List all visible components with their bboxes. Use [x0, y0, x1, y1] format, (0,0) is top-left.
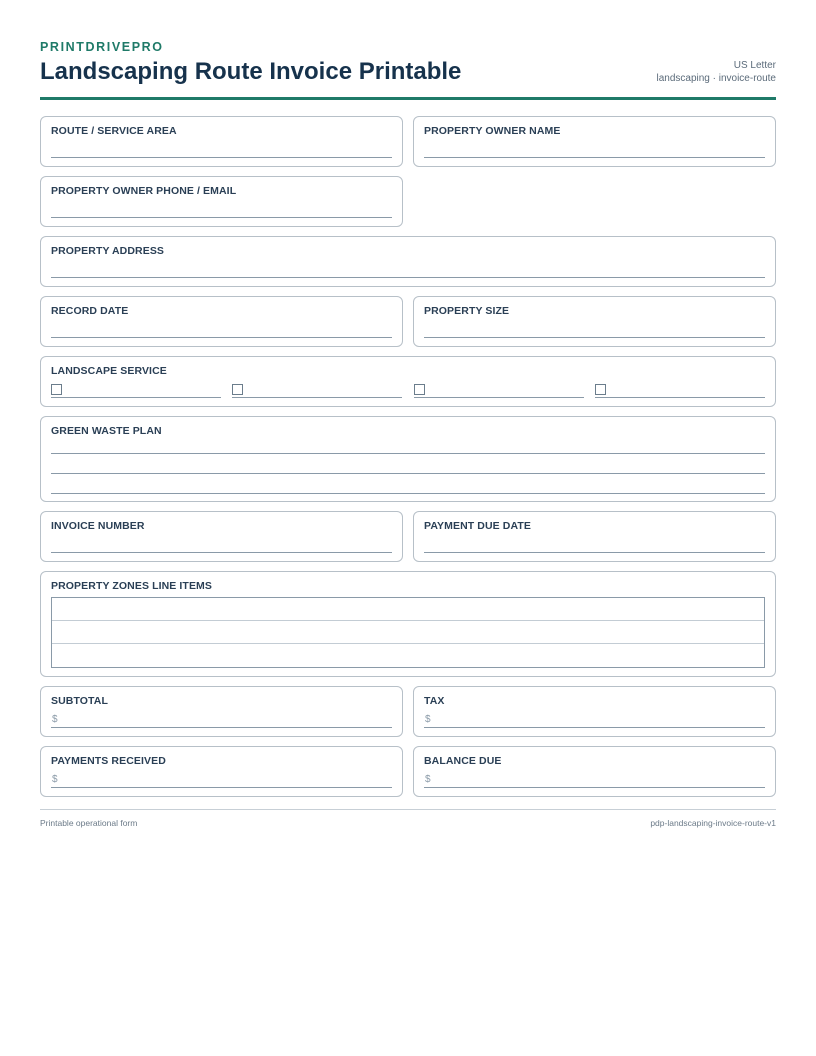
green-waste-plan-field[interactable]: [40, 416, 776, 502]
field-label: PROPERTY ADDRESS: [51, 245, 165, 257]
field-label: ROUTE / SERVICE AREA: [51, 125, 177, 137]
write-line: [51, 473, 765, 474]
header-meta: [656, 59, 776, 85]
currency-symbol: $: [52, 774, 58, 785]
write-line: [51, 337, 392, 338]
field-label: GREEN WASTE PLAN: [51, 425, 162, 437]
checkbox-2[interactable]: [232, 384, 243, 395]
field-label: PROPERTY ZONES LINE ITEMS: [51, 580, 212, 592]
table-row[interactable]: [52, 598, 764, 621]
property-size-field[interactable]: [413, 296, 776, 347]
header-rule: [40, 97, 776, 100]
payments-received-field[interactable]: [40, 746, 403, 797]
table-row[interactable]: [52, 621, 764, 644]
write-line: [51, 787, 392, 788]
footer-form-id: pdp-landscaping-invoice-route-v1: [650, 818, 776, 828]
write-line: [424, 552, 765, 553]
checkbox-2-line: [232, 397, 402, 398]
property-address-field[interactable]: [40, 236, 776, 287]
write-line: [51, 453, 765, 454]
brand-name: PRINTDRIVEPRO: [40, 40, 164, 54]
invoice-number-field[interactable]: [40, 511, 403, 562]
route-service-area-field[interactable]: [40, 116, 403, 167]
write-line: [51, 727, 392, 728]
currency-symbol: $: [425, 714, 431, 725]
field-label: RECORD DATE: [51, 305, 129, 317]
checkbox-3-line: [414, 397, 584, 398]
checkbox-1-line: [51, 397, 221, 398]
property-zones-line-items-field: [40, 571, 776, 677]
tax-field[interactable]: [413, 686, 776, 737]
write-line: [424, 787, 765, 788]
checkbox-1[interactable]: [51, 384, 62, 395]
page-title: Landscaping Route Invoice Printable: [40, 58, 462, 85]
table-row[interactable]: [52, 644, 764, 667]
footer-rule: [40, 809, 776, 810]
record-date-field[interactable]: [40, 296, 403, 347]
write-line: [424, 157, 765, 158]
checkbox-4-line: [595, 397, 765, 398]
subtotal-field[interactable]: [40, 686, 403, 737]
currency-symbol: $: [425, 774, 431, 785]
write-line: [51, 157, 392, 158]
field-label: INVOICE NUMBER: [51, 520, 145, 532]
checkbox-3[interactable]: [414, 384, 425, 395]
field-label: SUBTOTAL: [51, 695, 108, 707]
write-line: [51, 277, 765, 278]
write-line: [424, 727, 765, 728]
property-owner-name-field[interactable]: [413, 116, 776, 167]
currency-symbol: $: [52, 714, 58, 725]
footer-left-text: Printable operational form: [40, 818, 138, 828]
field-label: LANDSCAPE SERVICE: [51, 365, 167, 377]
write-line: [424, 337, 765, 338]
field-label: TAX: [424, 695, 445, 707]
write-line: [51, 552, 392, 553]
field-label: PAYMENT DUE DATE: [424, 520, 531, 532]
field-label: PROPERTY OWNER NAME: [424, 125, 561, 137]
field-label: PROPERTY OWNER PHONE / EMAIL: [51, 185, 237, 197]
line-items-table: [51, 597, 765, 668]
field-label: BALANCE DUE: [424, 755, 502, 767]
write-line: [51, 217, 392, 218]
landscape-service-field: [40, 356, 776, 407]
payment-due-date-field[interactable]: [413, 511, 776, 562]
field-label: PAYMENTS RECEIVED: [51, 755, 166, 767]
balance-due-field[interactable]: [413, 746, 776, 797]
paper-size: US Letter: [733, 60, 776, 71]
write-line: [51, 493, 765, 494]
property-owner-contact-field[interactable]: [40, 176, 403, 227]
checkbox-4[interactable]: [595, 384, 606, 395]
form-tags: landscaping · invoice-route: [656, 73, 776, 84]
field-label: PROPERTY SIZE: [424, 305, 510, 317]
